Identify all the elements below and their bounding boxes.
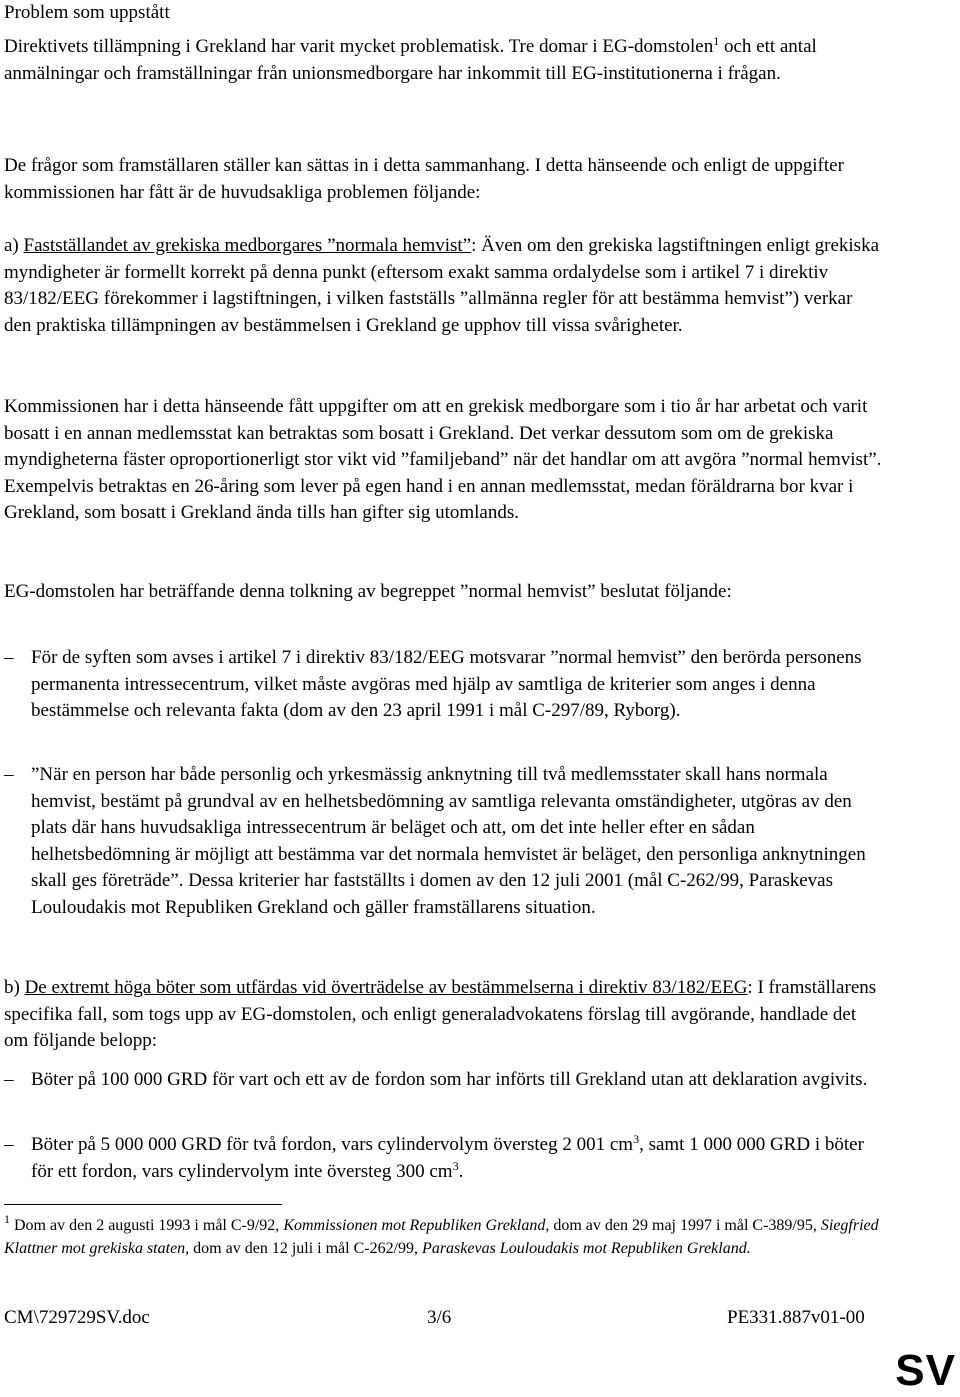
point-a-title: Fastställandet av grekiska medborgares ”normala hemvist” <box>23 235 472 256</box>
paragraph-court: EG-domstolen har beträffande denna tolkning av begreppet ”normal hemvist” beslutat följande: <box>4 581 732 602</box>
footnote-number: 1 <box>4 1212 10 1226</box>
footer-page-number: 3/6 <box>427 1307 452 1328</box>
footer-doc-reference: CM\729729SV.doc <box>4 1307 150 1328</box>
case-name: Siegfried Klattner mot grekiska staten, <box>4 1217 879 1257</box>
point-b-body: : I framställarens specifika fall, som togs upp av EG-domstolen, och enligt generaladvokatens förslag till avgörande, handlade det om följande belopp: <box>4 977 877 1051</box>
list-item-text: ”När en person har både personlig och yrkesmässig anknytning till två medlemsstater skall hans normala hemvist, bestämt på grundval av en helhetsbedömning av samtliga relevanta omständigheter, utgöras av den plats där hans huvudsakliga intressecentrum är beläget och att, om det inte heller efter en sådan helhetsbedömning är möjligt att bestämma var det normala hemvistet är beläget, den personliga anknytningen skall ges företräde”. Dessa kriterier har fastställts i domen av den 12 juli 2001 (mål C-262/99, Paraskevas Louloudakis mot Republiken Grekland och gäller framställarens situation. <box>31 764 866 918</box>
list-item-text: Böter på 100 000 GRD för vart och ett av de fordon som har införts till Grekland utan att deklaration avgivits. <box>31 1069 868 1090</box>
footnote-reference[interactable]: 1 <box>713 34 720 48</box>
superscript: 3 <box>452 1158 459 1173</box>
footnote <box>4 1214 884 1260</box>
point-a-body: : Även om den grekiska lagstiftningen enligt grekiska myndigheter är formellt korrekt på denna punkt (eftersom exakt samma ordalydelse som i artikel 7 i direktiv 83/182/EEG förekommer i lagstiftningen, i vilken fastställs ”allmänna regler för att bestämma hemvist”) verkar den praktiska tillämpningen av bestämmelsen i Grekland ge upphov till vissa svårigheter. <box>4 235 880 336</box>
footnote-divider <box>4 1204 282 1205</box>
fine-text-c: . <box>458 1160 464 1182</box>
paragraph-intro-text: Direktivets tillämpning i Grekland har varit mycket problematisk. Tre domar i EG-domstolen <box>4 36 714 57</box>
list-item-text <box>31 1132 884 1185</box>
case-name: Kommissionen mot Republiken Grekland, <box>283 1217 550 1234</box>
superscript: 3 <box>633 1132 640 1146</box>
paragraph-point-a <box>4 233 884 339</box>
list-item <box>4 762 884 921</box>
list-item <box>4 645 884 725</box>
point-b-title: De extremt höga böter som utfärdas vid överträdelse av bestämmelserna i direktiv 83/182/EEG <box>24 977 748 998</box>
footer-pe-reference: PE331.887v01-00 <box>727 1307 865 1328</box>
list-item <box>4 1067 884 1094</box>
case-name: Paraskevas Louloudakis mot Republiken Grekland. <box>422 1240 751 1257</box>
dash-bullet-icon: – <box>4 1069 14 1090</box>
fine-text-b: , samt 1 000 000 GRD i böter för ett fordon, vars cylindervolym inte översteg 300 cm <box>31 1134 864 1182</box>
footnote-text: Dom av den 2 augusti 1993 i mål C-9/92, <box>10 1217 284 1234</box>
point-b-prefix: b) <box>4 977 25 998</box>
list-item-text: För de syften som avses i artikel 7 i direktiv 83/182/EEG motsvarar ”normal hemvist” den berörda personens permanenta intressecentrum, vilket måste avgöras med hjälp av samtliga de kriterier som anges i denna bestämmelse och relevanta fakta (dom av den 23 april 1991 i mål C-297/89, Ryborg). <box>31 647 862 721</box>
paragraph-point-b <box>4 975 884 1055</box>
paragraph-intro-text-2: och ett antal anmälningar och framställningar från unionsmedborgare har inkommit till EG-institutionerna i frågan. <box>4 36 817 84</box>
paragraph-commission: Kommissionen har i detta hänseende fått uppgifter om att en grekisk medborgare som i tio år har arbetat och varit bosatt i en annan medlemsstat kan betraktas som bosatt i Grekland. Det verkar dessutom som om de grekiska myndigheterna fäster oproportionerligt stor vikt vid ”familjeband” när det handlar om att avgöra ”normal hemvist”. Exempelvis betraktas en 26-åring som lever på egen hand i en annan medlemsstat, medan föräldrarna bor kvar i Grekland, som bosatt i Grekland ända tills han gifter sig utomlands. <box>4 396 882 523</box>
list-item <box>4 1132 884 1185</box>
dash-bullet-icon: – <box>4 1134 14 1155</box>
fine-text-a: Böter på 5 000 000 GRD för två fordon, vars cylindervolym översteg 2 001 cm <box>31 1134 634 1155</box>
paragraph-context: De frågor som framställaren ställer kan sättas in i detta sammanhang. I detta hänseende och enligt de uppgifter kommissionen har fått är de huvudsakliga problemen följande: <box>4 155 844 203</box>
section-heading: Problem som uppstått <box>4 2 170 23</box>
dash-bullet-icon: – <box>4 647 14 668</box>
paragraph-intro <box>4 34 884 87</box>
dash-bullet-icon: – <box>4 764 14 785</box>
language-code: SV <box>895 1346 956 1395</box>
footnote-text: dom av den 29 maj 1997 i mål C-389/95, <box>549 1217 821 1234</box>
point-a-prefix: a) <box>4 235 24 256</box>
footnote-text: dom av den 12 juli i mål C-262/99, <box>189 1240 423 1257</box>
